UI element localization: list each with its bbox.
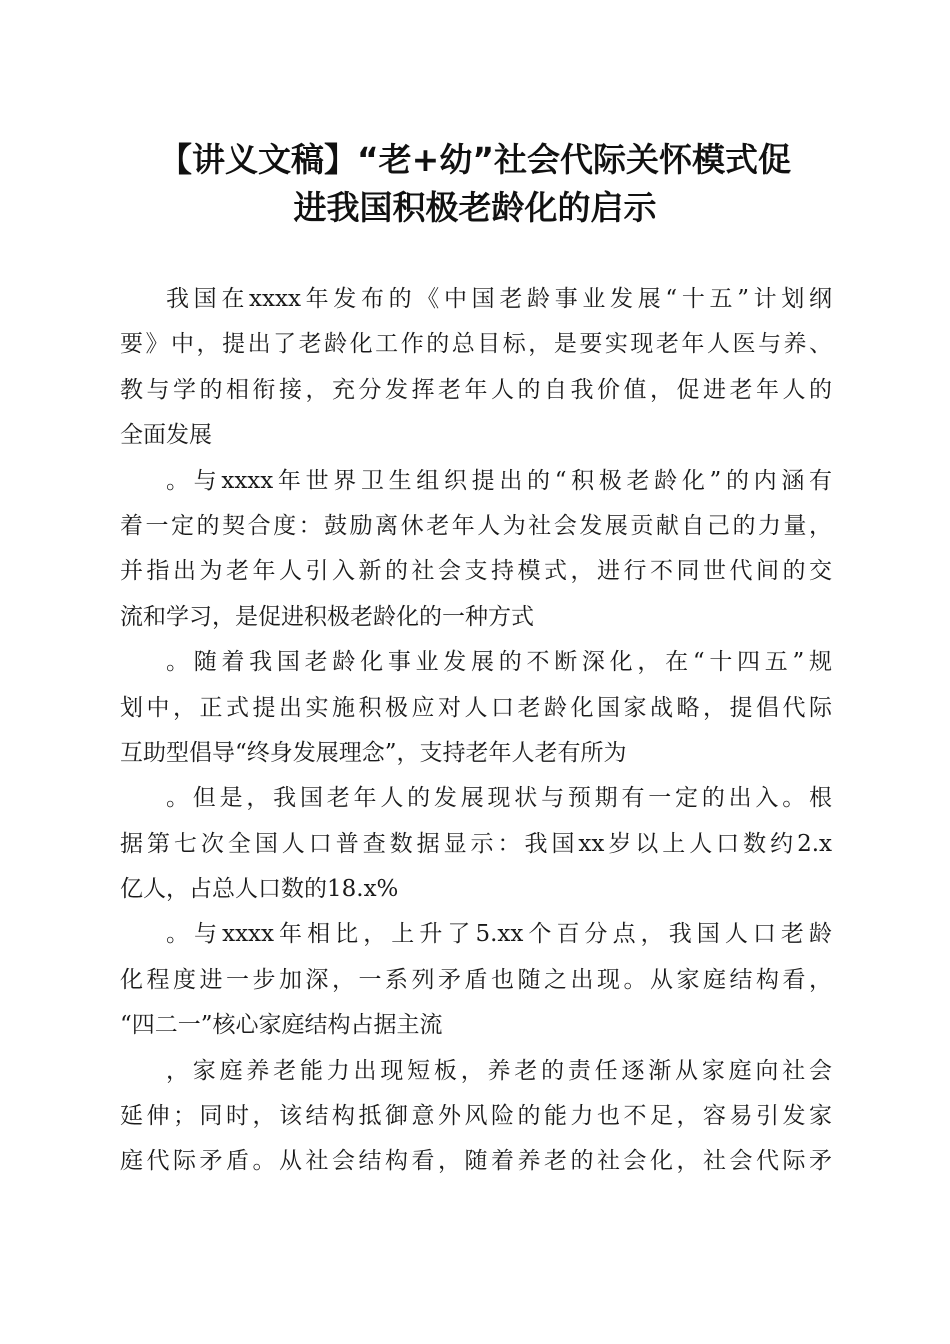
document-body	[120, 277, 832, 1185]
paragraph-line: 化程度进一步加深，一系列矛盾也随之出现。从家庭结构看，	[120, 966, 832, 993]
paragraph-line: 我国在xxxx年发布的《中国老龄事业发展“十五”计划纲	[166, 286, 832, 312]
paragraph-line: 。但是，我国老年人的发展现状与预期有一定的出入。根	[166, 785, 832, 812]
paragraph	[120, 912, 832, 1048]
paragraph-line: 要》中，提出了老龄化工作的总目标，是要实现老年人医与养、	[120, 331, 832, 358]
paragraph-line: 教与学的相衔接，充分发挥老年人的自我价值，促进老年人的	[120, 376, 832, 403]
paragraph-line: ，家庭养老能力出现短板，养老的责任逐渐从家庭向社会	[166, 1057, 832, 1084]
paragraph-line: 着一定的契合度：鼓励离休老年人为社会发展贡献自己的力量，	[120, 512, 832, 539]
paragraph-line: 全面发展	[120, 422, 212, 449]
paragraph-line: 。与xxxx年世界卫生组织提出的“积极老龄化”的内涵有	[166, 467, 832, 494]
paragraph	[120, 640, 832, 776]
paragraph-line: “四二一”核心家庭结构占据主流	[120, 1012, 443, 1039]
document-title	[100, 136, 850, 232]
paragraph	[120, 459, 832, 641]
paragraph	[120, 776, 832, 912]
paragraph-line: 互助型倡导“终身发展理念”，支持老年人老有所为	[120, 739, 627, 766]
paragraph-line: 并指出为老年人引入新的社会支持模式，进行不同世代间的交	[120, 558, 832, 585]
paragraph	[120, 1049, 832, 1185]
title-line-2: 进我国积极老龄化的启示	[293, 188, 657, 227]
paragraph	[120, 277, 832, 459]
title-line-1: 【讲义文稿】“老+幼”社会代际关怀模式促	[158, 140, 792, 179]
paragraph-line: 流和学习，是促进积极老龄化的一种方式	[120, 603, 534, 630]
paragraph-line: 划中，正式提出实施积极应对人口老龄化国家战略，提倡代际	[120, 694, 832, 721]
paragraph-line: 。随着我国老龄化事业发展的不断深化，在“十四五”规	[166, 649, 832, 676]
paragraph-line: 亿人，占总人口数的18.x%	[120, 876, 399, 903]
paragraph-line: 据第七次全国人口普查数据显示：我国xx岁以上人口数约2.x	[120, 830, 832, 857]
paragraph-line: 庭代际矛盾。从社会结构看，随着养老的社会化，社会代际矛	[120, 1148, 832, 1175]
paragraph-line: 。与xxxx年相比，上升了5.xx个百分点，我国人口老龄	[166, 921, 832, 948]
paragraph-line: 延伸；同时，该结构抵御意外风险的能力也不足，容易引发家	[120, 1103, 832, 1130]
